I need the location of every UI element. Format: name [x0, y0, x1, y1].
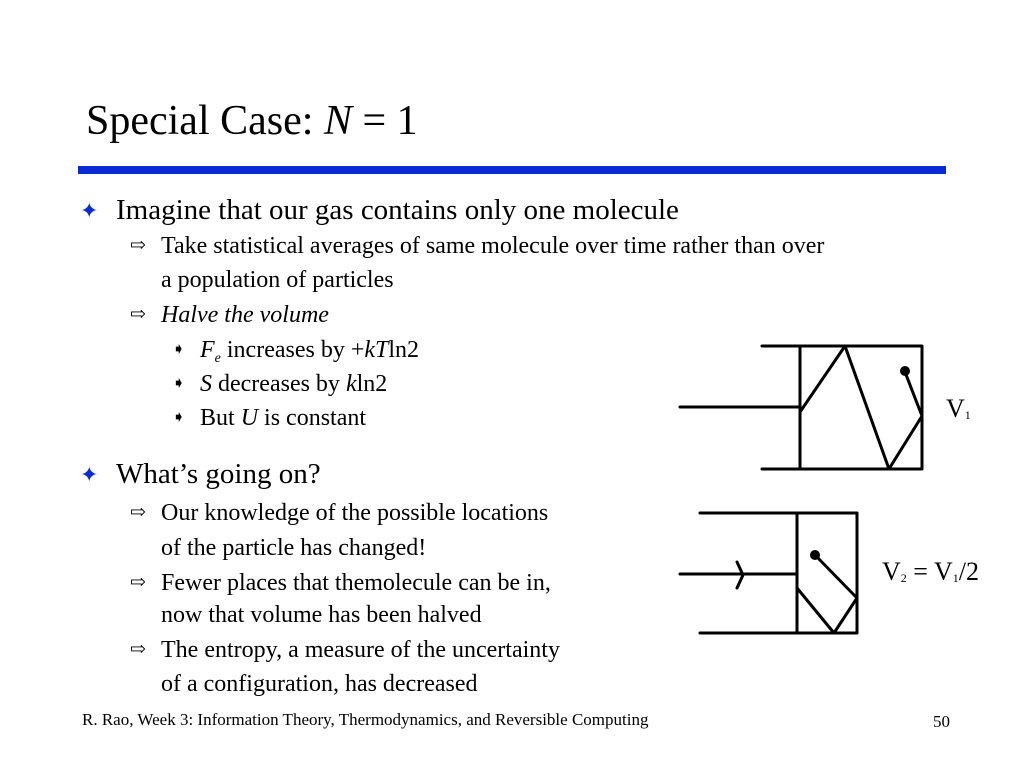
- arrow-bullet-icon: ⇨: [130, 304, 146, 325]
- sub-bullet-entropy-line1: The entropy, a measure of the uncertainty: [161, 637, 560, 663]
- bullet-whats-going-on: What’s going on?: [116, 458, 321, 490]
- sub-bullet-averages-line2: a population of particles: [161, 267, 394, 293]
- sub-sub-bullet-s-decreases: S decreases by kln2: [200, 371, 388, 397]
- volume-label-v1: $V_1$: [946, 394, 971, 423]
- bullet-star-icon: ✦: [80, 462, 99, 487]
- footer-course-info: R. Rao, Week 3: Information Theory, Thermodynamics, and Reversible Computing: [82, 710, 649, 729]
- arrowhead-bullet-icon: ➧: [172, 375, 186, 392]
- page-number: 50: [933, 712, 950, 731]
- sub-bullet-knowledge-line2: of the particle has changed!: [161, 535, 427, 561]
- sub-bullet-entropy-line2: of a configuration, has decreased: [161, 671, 478, 697]
- bullet-one-molecule: Imagine that our gas contains only one molecule: [116, 194, 679, 226]
- particle-path-v2: [797, 555, 857, 633]
- arrowhead-bullet-icon: ➧: [172, 341, 186, 358]
- sub-sub-bullet-u-constant: But U is constant: [200, 405, 367, 431]
- sub-bullet-fewer-places-line1: Fewer places that themolecule can be in,: [161, 570, 551, 596]
- sub-bullet-fewer-places-line2: now that volume has been halved: [161, 602, 482, 628]
- piston-v2: [680, 513, 857, 633]
- bullet-star-icon: ✦: [80, 198, 99, 223]
- sub-bullet-averages-line1: Take statistical averages of same molecule over time rather than over: [161, 233, 825, 259]
- arrow-bullet-icon: ⇨: [130, 235, 146, 256]
- slide-title: Special Case: N = 1: [86, 98, 418, 144]
- particle-v2: [810, 550, 820, 560]
- volume-label-v2: $V_2 = V_1/2$: [882, 557, 979, 586]
- arrowhead-bullet-icon: ➧: [172, 409, 186, 426]
- particle-v1: [900, 366, 910, 376]
- sub-bullet-knowledge-line1: Our knowledge of the possible locations: [161, 500, 549, 526]
- arrow-bullet-icon: ⇨: [130, 572, 146, 593]
- arrow-bullet-icon: ⇨: [130, 639, 146, 660]
- arrow-bullet-icon: ⇨: [130, 502, 146, 523]
- sub-sub-bullet-fe-increases: $F_e$ increases by +kTln2: [200, 337, 420, 366]
- particle-path-v1: [800, 346, 922, 469]
- sub-bullet-halve-volume: Halve the volume: [161, 302, 329, 328]
- piston-v1: [680, 346, 922, 469]
